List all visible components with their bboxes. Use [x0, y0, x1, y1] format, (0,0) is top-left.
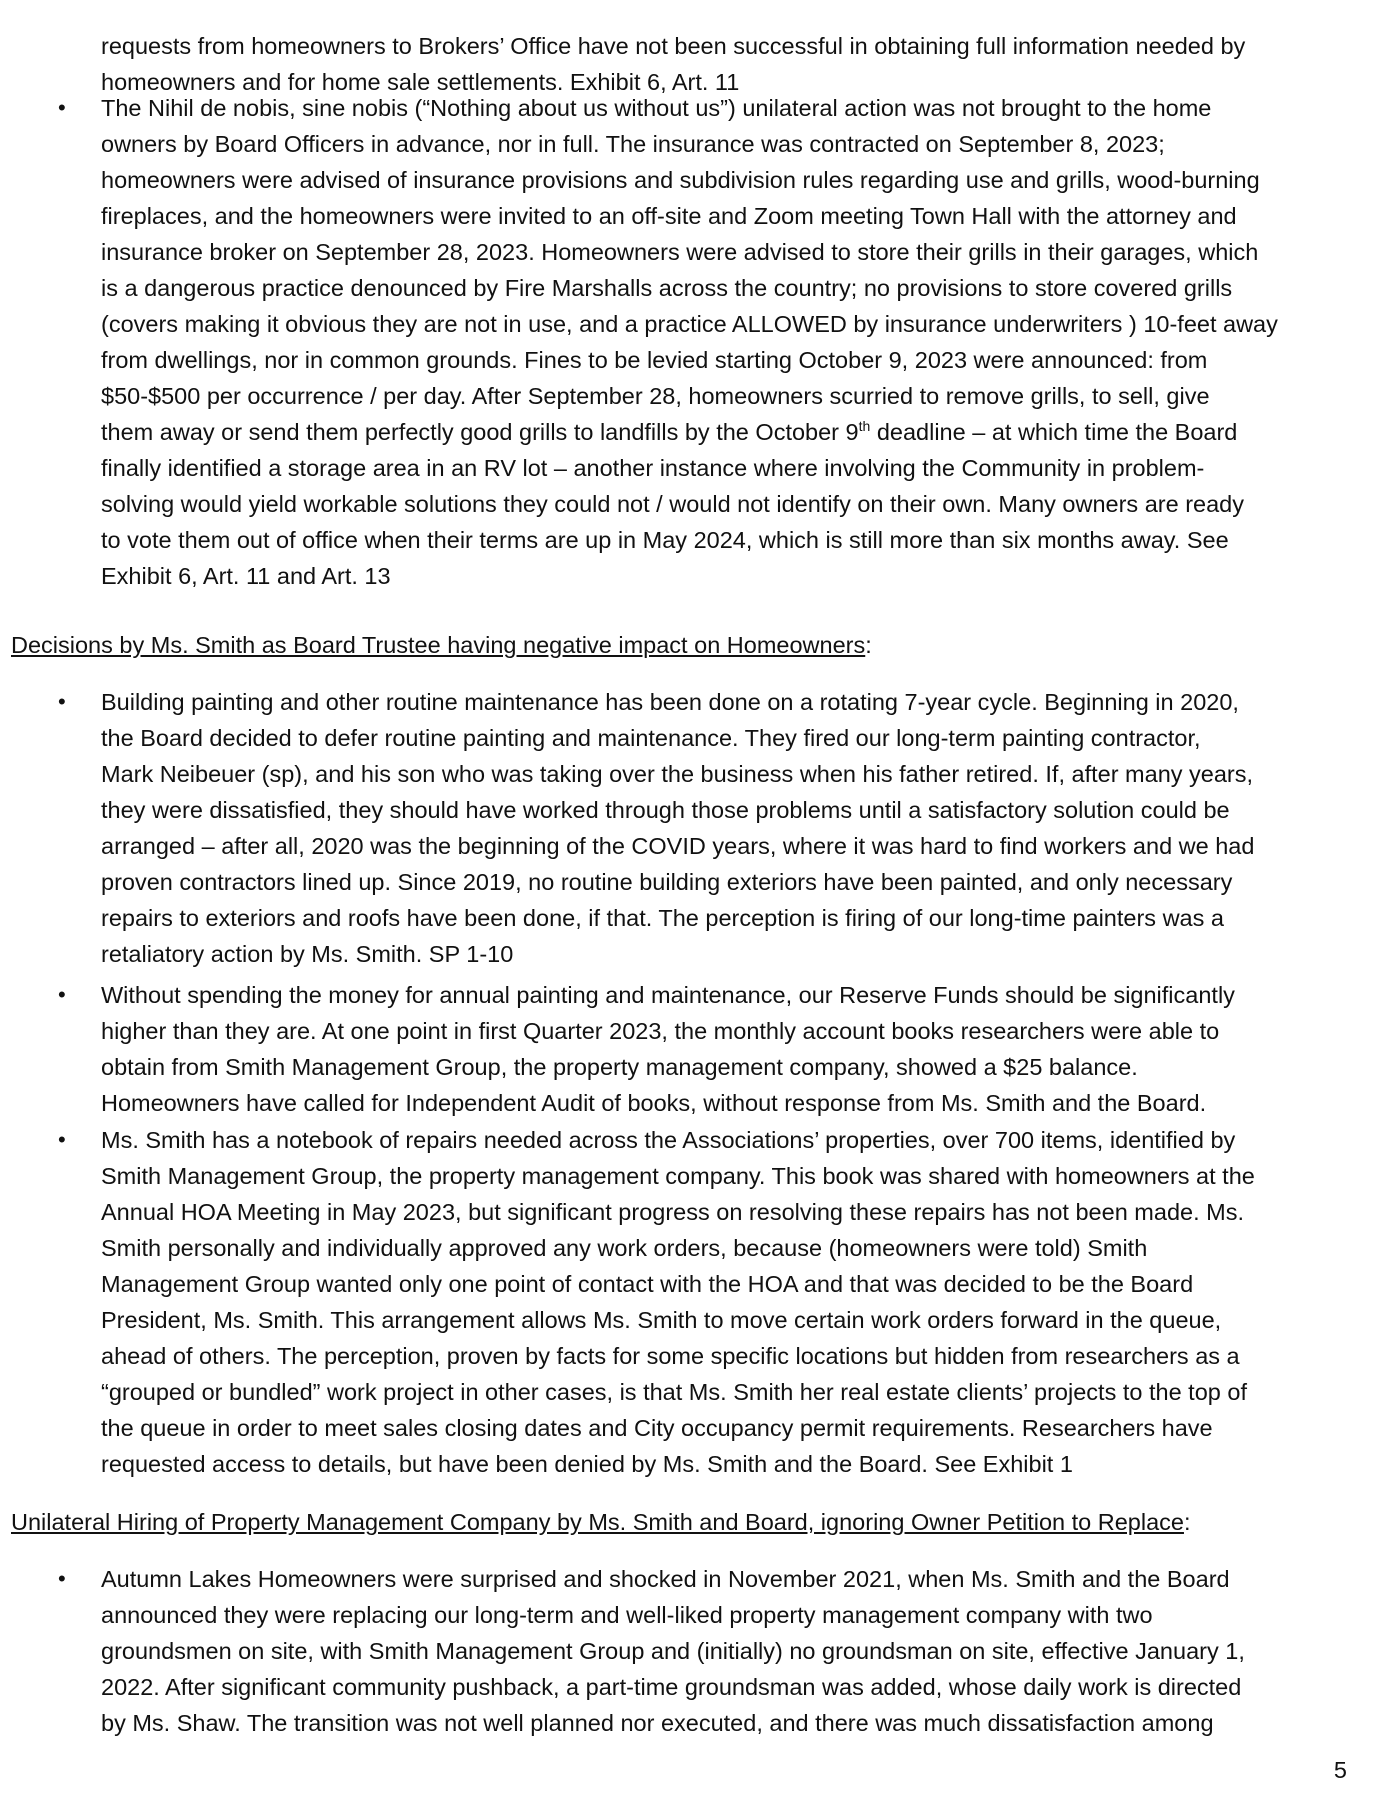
bullet-marker: • [58, 95, 66, 120]
text-line: proven contractors lined up. Since 2019, no routine building exteriors have been painted, and only necessary [101, 869, 1233, 895]
text-line: ahead of others. The perception, proven by facts for some specific locations but hidden from researchers as a [101, 1343, 1240, 1369]
text-line: homeowners and for home sale settlements. Exhibit 6, Art. 11 [101, 69, 740, 95]
section-heading-hiring [11, 1504, 1191, 1540]
text-line: retaliatory action by Ms. Smith. SP 1-10 [101, 941, 514, 967]
bullet-paragraph-autumn-lakes [101, 1561, 1371, 1741]
bullet-paragraph-nihil [101, 90, 1371, 594]
text-line: by Ms. Shaw. The transition was not well planned nor executed, and there was much dissatisfaction among [101, 1710, 1214, 1736]
text-line: announced they were replacing our long-term and well-liked property management company with two [101, 1602, 1153, 1628]
text-line: Without spending the money for annual painting and maintenance, our Reserve Funds should be significantly [101, 982, 1235, 1008]
text-line: finally identified a storage area in an RV lot – another instance where involving the Community in problem- [101, 455, 1205, 481]
text-line: Smith Management Group, the property management company. This book was shared with homeowners at the [101, 1163, 1255, 1189]
bullet-marker: • [58, 689, 66, 714]
text-line: owners by Board Officers in advance, nor in full. The insurance was contracted on September 8, 2023; [101, 131, 1165, 157]
text-line: Exhibit 6, Art. 11 and Art. 13 [101, 563, 391, 589]
superscript: th [858, 418, 871, 434]
heading-suffix: : [1183, 1509, 1191, 1535]
text-line: The Nihil de nobis, sine nobis (“Nothing about us without us”) unilateral action was not brought to the home [101, 95, 1212, 121]
text-line: the queue in order to meet sales closing dates and City occupancy permit requirements. Researchers have [101, 1415, 1213, 1441]
bullet-paragraph-notebook [101, 1122, 1371, 1482]
bullet-marker: • [58, 1127, 66, 1152]
text-line: homeowners were advised of insurance provisions and subdivision rules regarding use and grills, wood-burning [101, 167, 1260, 193]
text-line: they were dissatisfied, they should have worked through those problems until a satisfactory solution could be [101, 797, 1230, 823]
text-line: Annual HOA Meeting in May 2023, but significant progress on resolving these repairs has not been made. Ms. [101, 1199, 1244, 1225]
text-fragment: deadline – at which time the Board [870, 419, 1238, 445]
text-line: repairs to exteriors and roofs have been done, if that. The perception is firing of our long-time painters was a [101, 905, 1224, 931]
text-line: solving would yield workable solutions they could not / would not identify on their own. Many owners are ready [101, 491, 1244, 517]
text-line: Ms. Smith has a notebook of repairs needed across the Associations’ properties, over 700 items, identified by [101, 1127, 1236, 1153]
text-line: 2022. After significant community pushback, a part-time groundsman was added, whose daily work is directed [101, 1674, 1242, 1700]
text-line: (covers making it obvious they are not in use, and a practice ALLOWED by insurance underwriters ) 10-feet away [101, 311, 1278, 337]
text-line: Smith personally and individually approved any work orders, because (homeowners were told) Smith [101, 1235, 1148, 1261]
text-line-with-superscript [101, 414, 1371, 450]
bullet-marker: • [58, 982, 66, 1007]
text-line: President, Ms. Smith. This arrangement allows Ms. Smith to move certain work orders forward in the queue, [101, 1307, 1222, 1333]
text-line: Autumn Lakes Homeowners were surprised and shocked in November 2021, when Ms. Smith and the Board [101, 1566, 1230, 1592]
text-line: fireplaces, and the homeowners were invited to an off-site and Zoom meeting Town Hall with the attorney and [101, 203, 1237, 229]
heading-suffix: : [865, 632, 872, 658]
text-line: obtain from Smith Management Group, the property management company, showed a $25 balance. [101, 1054, 1138, 1080]
text-line: requests from homeowners to Brokers’ Office have not been successful in obtaining full information needed by [101, 33, 1246, 59]
text-line: from dwellings, nor in common grounds. Fines to be levied starting October 9, 2023 were announced: from [101, 347, 1208, 373]
text-fragment: them away or send them perfectly good grills to landfills by the October 9 [101, 419, 859, 445]
bullet-paragraph-reserve [101, 977, 1371, 1121]
text-line: $50-$500 per occurrence / per day. After September 28, homeowners scurried to remove grills, to sell, give [101, 383, 1210, 409]
text-line: Management Group wanted only one point of contact with the HOA and that was decided to be the Board [101, 1271, 1194, 1297]
text-line: Building painting and other routine maintenance has been done on a rotating 7-year cycle. Beginning in 2020, [101, 689, 1239, 715]
text-line: “grouped or bundled” work project in other cases, is that Ms. Smith her real estate clients’ projects to the top of [101, 1379, 1247, 1405]
page-number: 5 [1333, 1757, 1347, 1783]
text-line: the Board decided to defer routine painting and maintenance. They fired our long-term painting contractor, [101, 725, 1201, 751]
text-line: to vote them out of office when their terms are up in May 2024, which is still more than six months away. See [101, 527, 1229, 553]
heading-text: Unilateral Hiring of Property Management Company by Ms. Smith and Board, ignoring Owner Petition to Replace [11, 1509, 1184, 1535]
heading-text: Decisions by Ms. Smith as Board Trustee having negative impact on Homeowners [11, 632, 866, 658]
bullet-marker: • [58, 1566, 66, 1591]
text-line: insurance broker on September 28, 2023. Homeowners were advised to store their grills in their garages, which [101, 239, 1259, 265]
text-line: requested access to details, but have been denied by Ms. Smith and the Board. See Exhibit 1 [101, 1451, 1073, 1477]
bullet-paragraph-painting [101, 684, 1371, 972]
text-line: groundsmen on site, with Smith Management Group and (initially) no groundsman on site, effective January 1, [101, 1638, 1245, 1664]
text-line: is a dangerous practice denounced by Fire Marshalls across the country; no provisions to store covered grills [101, 275, 1233, 301]
section-heading-decisions [11, 627, 872, 663]
text-line: Mark Neibeuer (sp), and his son who was taking over the business when his father retired. If, after many years, [101, 761, 1254, 787]
text-line: higher than they are. At one point in first Quarter 2023, the monthly account books researchers were able to [101, 1018, 1220, 1044]
text-line: arranged – after all, 2020 was the beginning of the COVID years, where it was hard to find workers and we had [101, 833, 1255, 859]
text-line: Homeowners have called for Independent Audit of books, without response from Ms. Smith and the Board. [101, 1090, 1207, 1116]
